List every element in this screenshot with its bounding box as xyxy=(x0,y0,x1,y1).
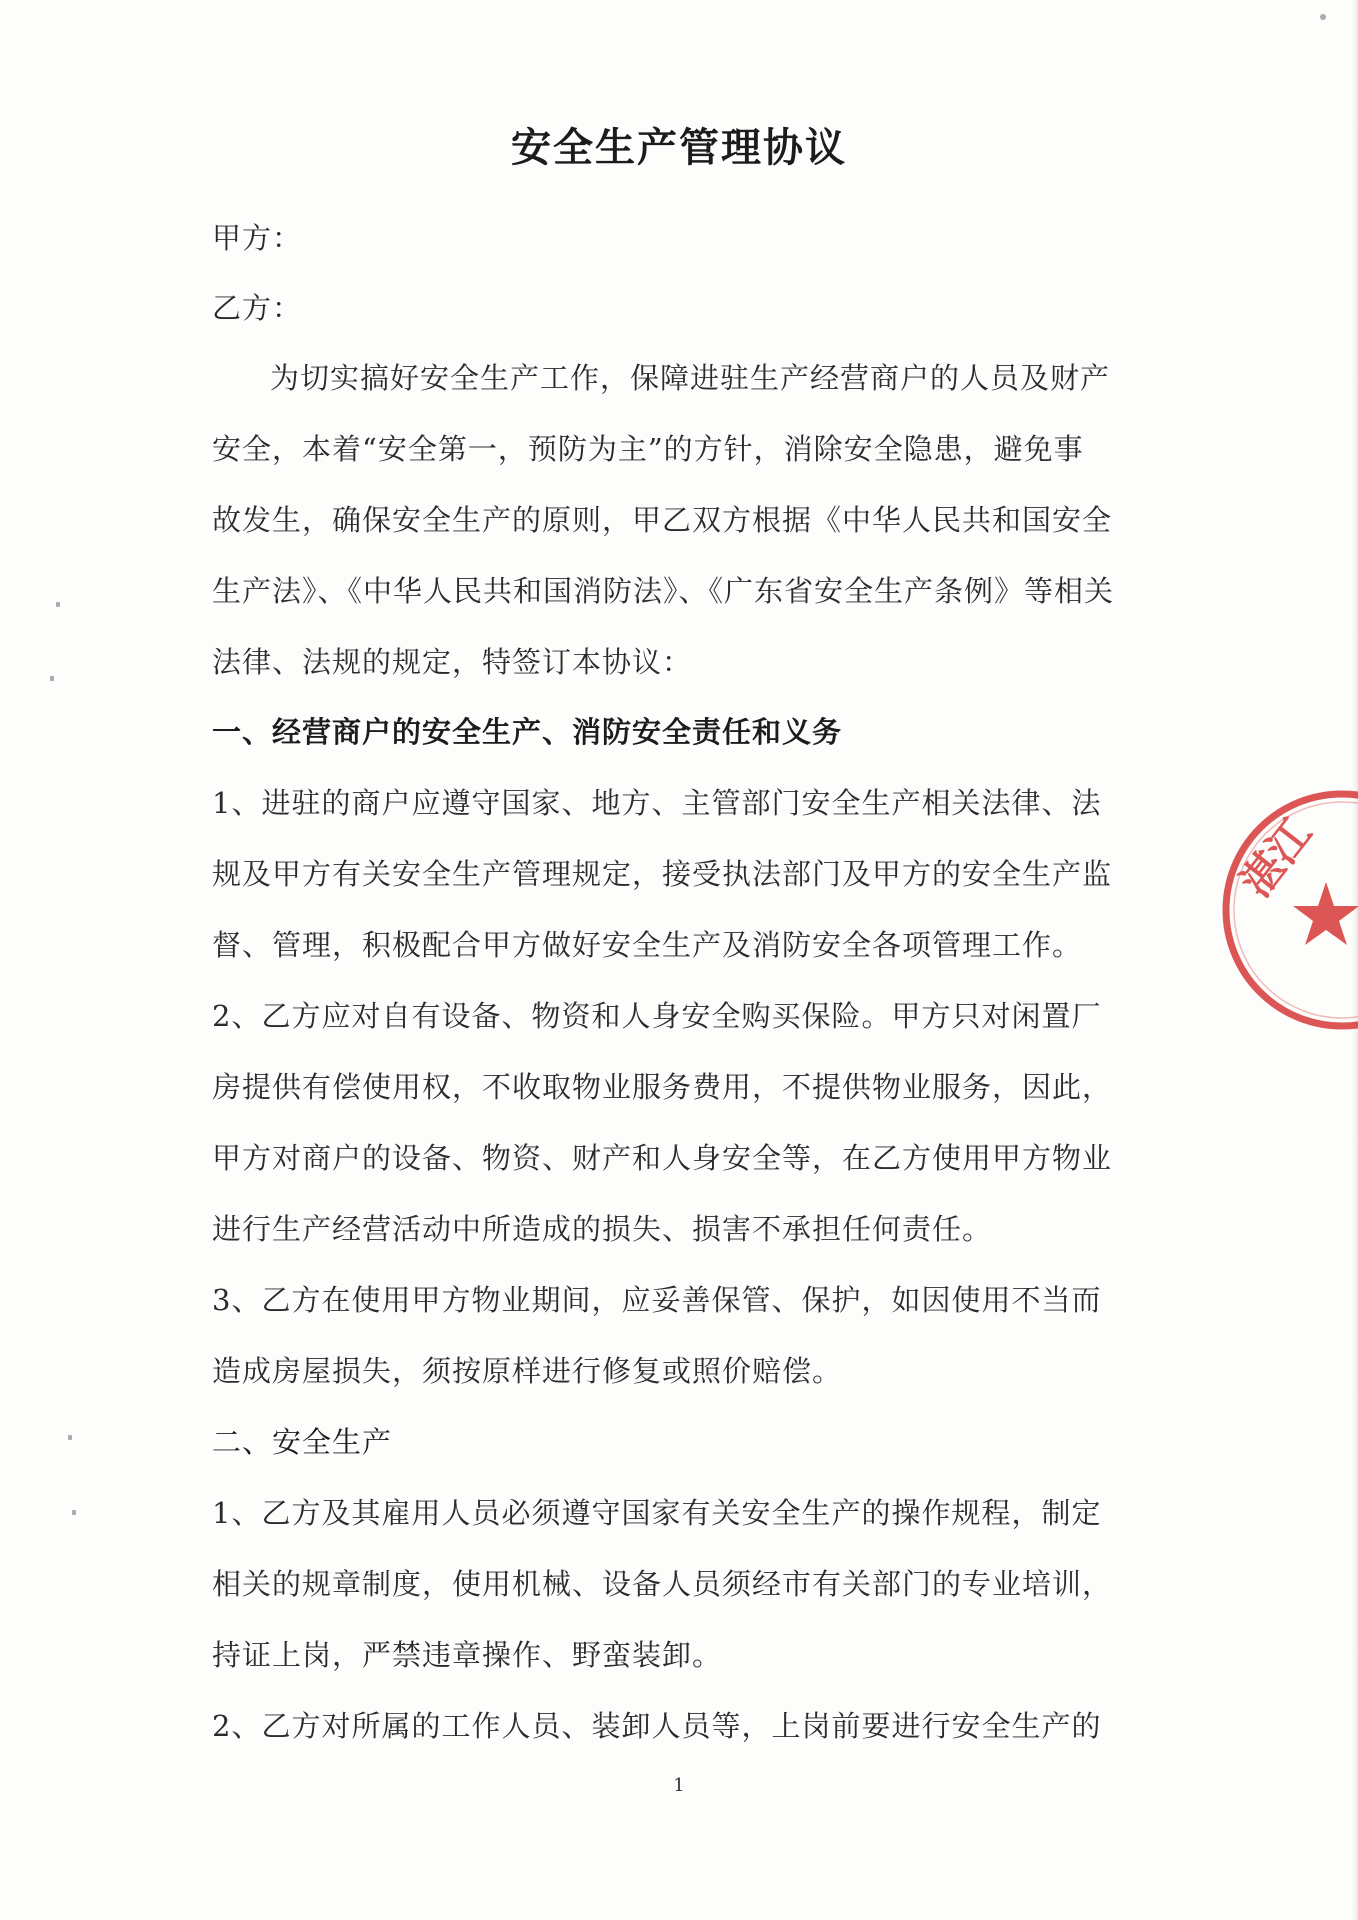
seal-partial-text: 湛江 xyxy=(1230,809,1322,906)
text-line: 1、乙方及其雇用人员必须遵守国家有关安全生产的操作规程，制定 xyxy=(212,1496,1102,1530)
scan-speck xyxy=(1320,14,1326,20)
text-line: 故发生，确保安全生产的原则，甲乙双方根据《中华人民共和国安全 xyxy=(212,503,1113,537)
document-title: 安全生产管理协议 xyxy=(511,124,847,171)
section-1-heading: 一、经营商户的安全生产、消防安全责任和义务 xyxy=(212,715,843,749)
text-line: 相关的规章制度，使用机械、设备人员须经市有关部门的专业培训， xyxy=(212,1567,1113,1601)
text-line: 督、管理，积极配合甲方做好安全生产及消防安全各项管理工作。 xyxy=(212,928,1083,962)
page-number: 1 xyxy=(673,1775,685,1796)
seal-icon xyxy=(1210,780,1358,1040)
text-line: 规及甲方有关安全生产管理规定，接受执法部门及甲方的安全生产监 xyxy=(212,857,1113,891)
text-line: 安全，本着“安全第一，预防为主”的方针，消除安全隐患，避免事 xyxy=(212,432,1084,466)
company-seal-stamp xyxy=(1210,780,1358,1040)
section-2-heading: 二、安全生产 xyxy=(212,1425,393,1459)
text-line: 生产法》、《中华人民共和国消防法》、《广东省安全生产条例》等相关 xyxy=(212,574,1115,608)
text-line: 进行生产经营活动中所造成的损失、损害不承担任何责任。 xyxy=(212,1212,993,1246)
scan-speck xyxy=(50,676,54,681)
party-a-label: 甲方： xyxy=(212,221,303,255)
text-line: 法律、法规的规定，特签订本协议： xyxy=(212,645,693,679)
text-line: 1、进驻的商户应遵守国家、地方、主管部门安全生产相关法律、法 xyxy=(212,786,1102,820)
text-line: 2、乙方应对自有设备、物资和人身安全购买保险。甲方只对闲置厂 xyxy=(212,999,1102,1033)
party-b-label: 乙方： xyxy=(212,291,303,325)
scan-speck xyxy=(72,1510,76,1515)
text-line: 3、乙方在使用甲方物业期间，应妥善保管、保护，如因使用不当而 xyxy=(212,1283,1102,1317)
text-line: 房提供有偿使用权，不收取物业服务费用，不提供物业服务，因此， xyxy=(212,1070,1113,1104)
text-line: 甲方对商户的设备、物资、财产和人身安全等，在乙方使用甲方物业 xyxy=(212,1141,1113,1175)
scan-speck xyxy=(56,602,60,607)
text-line: 为切实搞好安全生产工作，保障进驻生产经营商户的人员及财产 xyxy=(270,361,1111,395)
text-line: 2、乙方对所属的工作人员、装卸人员等，上岗前要进行安全生产的 xyxy=(212,1709,1102,1743)
text-line: 持证上岗，严禁违章操作、野蛮装卸。 xyxy=(212,1638,723,1672)
text-line: 造成房屋损失，须按原样进行修复或照价赔偿。 xyxy=(212,1354,843,1388)
scan-speck xyxy=(68,1435,72,1440)
